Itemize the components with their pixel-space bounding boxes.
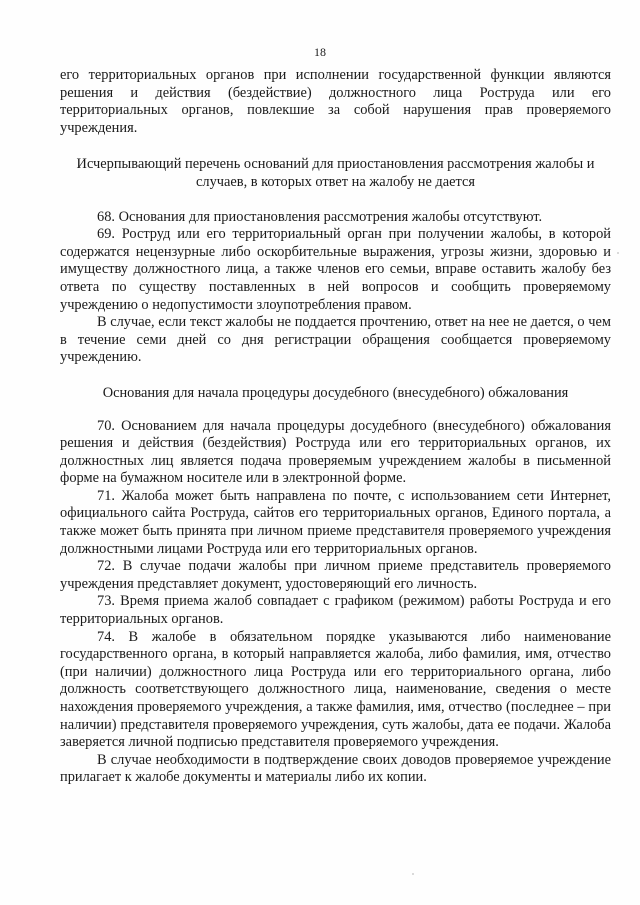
paragraph-continuation: его территориальных органов при исполнении государственной функции являются решения и действия (бездействие) должностного лица Роструда или его территориальных органов, повлекшие за собой нарушения прав проверяемого учреждения. <box>60 67 611 136</box>
paragraph-70: 70. Основанием для начала процедуры досудебного (внесудебного) обжалования решения и действия (бездействия) Роструда или его территориальных органов, их должностных лиц является подача проверяемым учреждением жалобы в письменной форме на бумажном носителе или в электронной форме. <box>60 417 611 487</box>
paragraph-attachments: В случае необходимости в подтверждение своих доводов проверяемое учреждение прилагает к жалобе документы и материалы либо их копии. <box>60 751 611 786</box>
scan-speck <box>412 873 414 875</box>
paragraph-unreadable-complaint: В случае, если текст жалобы не поддается прочтению, ответ на нее не дается, о чем в течение семи дней со дня регистрации обращения сообщается проверяемому учреждению. <box>60 314 611 366</box>
paragraph-74: 74. В жалобе в обязательном порядке указываются либо наименование государственного органа, в который направляется жалоба, либо фамилия, имя, отчество (при наличии) должностного лица Роструда или его территориального органа, либо должность соответствующего должностного лица, наименование, сведения о месте нахождения проверяемого учреждения, а также фамилия, имя, отчество (последнее – при наличии) представителя проверяемого учреждения, суть жалобы, дата ее подачи. Жалоба заверяется личной подписью представителя проверяемого учреждения. <box>60 628 611 751</box>
document-body <box>60 67 611 787</box>
page-number: 18 <box>314 45 326 59</box>
paragraph-73: 73. Время приема жалоб совпадает с графиком (режимом) работы Роструда и его территориальных органов. <box>60 593 611 628</box>
paragraph-69: 69. Роструд или его территориальный орган при получении жалобы, в которой содержатся нецензурные либо оскорбительные выражения, угрозы жизни, здоровью и имуществу должностного лица, а также членов его семьи, вправе оставить жалобу без ответа по существу поставленных в ней вопросов и сообщить проверяемому учреждению о недопустимости злоупотребления правом. <box>60 226 611 313</box>
section-heading-suspension: Исчерпывающий перечень оснований для приостановления рассмотрения жалобы и случаев, в которых ответ на жалобу не дается <box>76 156 595 190</box>
scan-speck <box>617 252 619 254</box>
paragraph-72: 72. В случае подачи жалобы при личном приеме представитель проверяемого учреждения представляет документ, удостоверяющий его личность. <box>60 558 611 592</box>
paragraph-71: 71. Жалоба может быть направлена по почте, с использованием сети Интернет, официального сайта Роструда, сайтов его территориальных органов, Единого портала, а также может быть принята при личном приеме представителя проверяемого учреждения должностными лицами Роструда или его территориальных органов. <box>60 487 611 557</box>
paragraph-68: 68. Основания для приостановления рассмотрения жалобы отсутствуют. <box>97 208 543 225</box>
section-heading-grounds: Основания для начала процедуры досудебного (внесудебного) обжалования <box>102 384 569 401</box>
